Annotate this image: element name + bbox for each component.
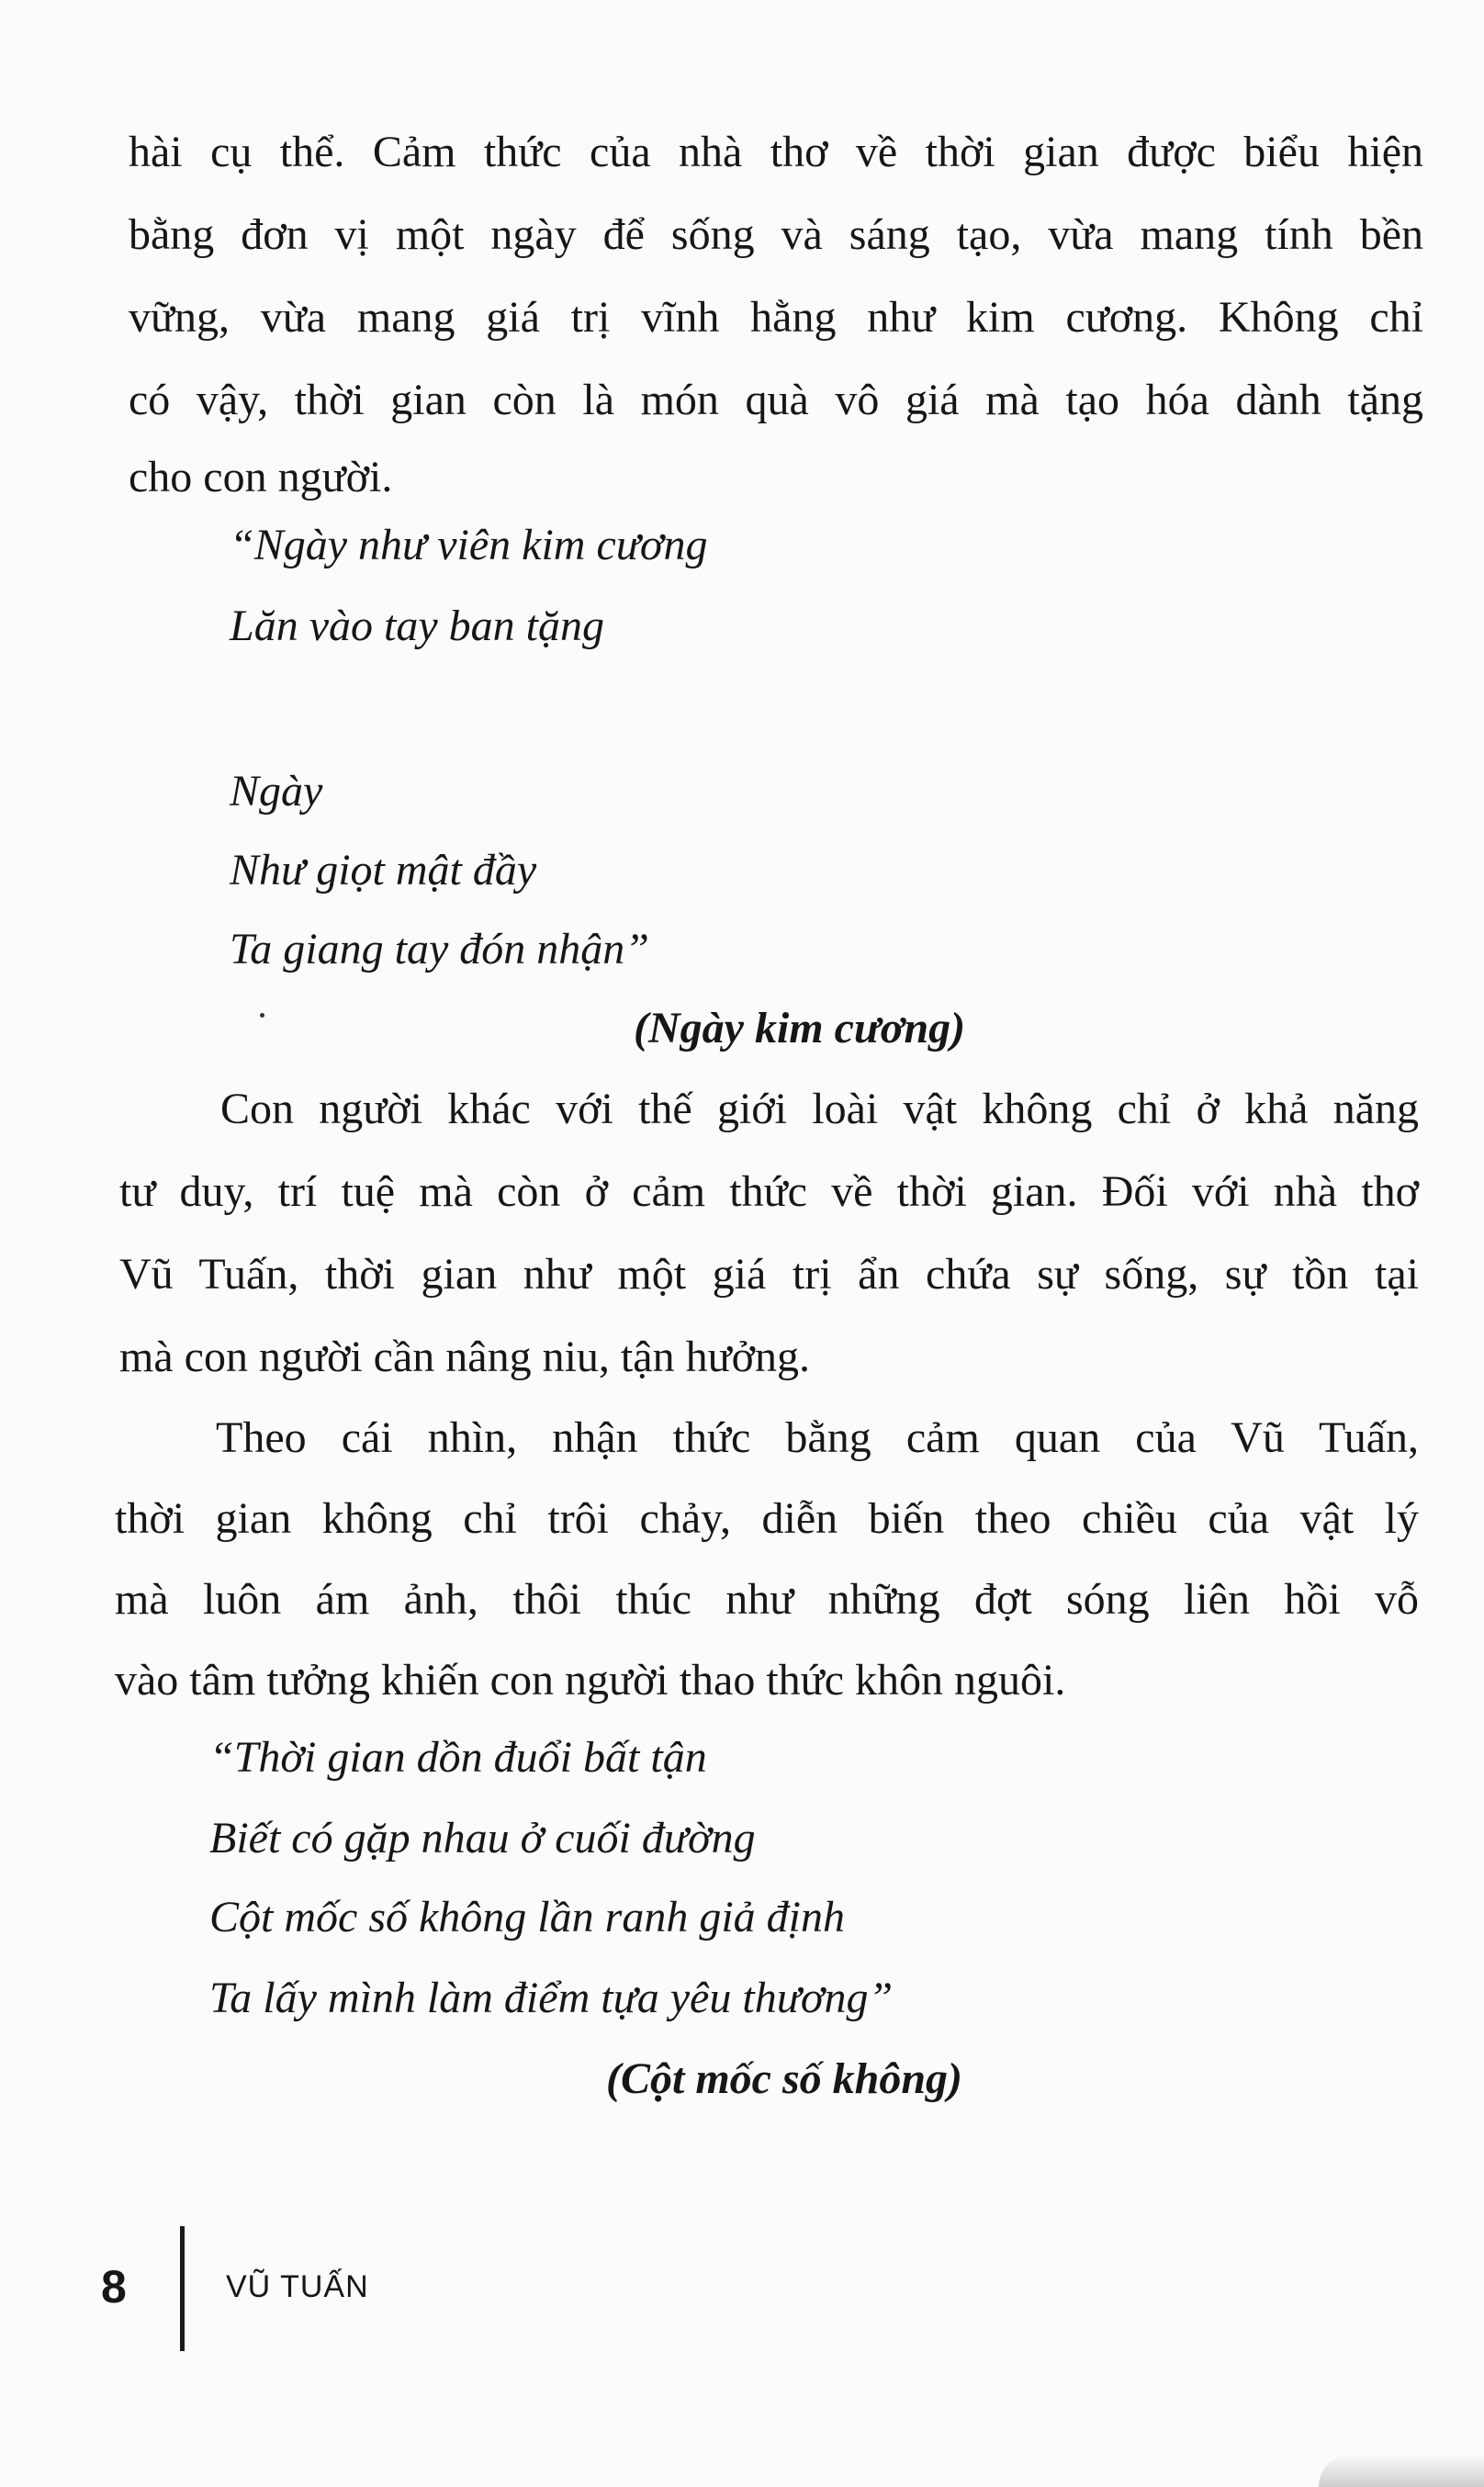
paragraph-1-line-2: bằng đơn vị một ngày để sống và sáng tạo, vừa mang tính bền [129, 210, 1423, 259]
poem-2-source: (Cột mốc số không) [606, 2054, 963, 2103]
paragraph-1-line-4: có vậy, thời gian còn là món quà vô giá mà tạo hóa dành tặng [129, 376, 1423, 424]
paragraph-3-line-2: thời gian không chỉ trôi chảy, diễn biến theo chiều của vật lý [115, 1494, 1419, 1543]
poem-1-source: (Ngày kim cương) [634, 1004, 966, 1052]
paragraph-1-line-5: cho con người. [129, 453, 393, 501]
poem-2-line-2: Biết có gặp nhau ở cuối đường [209, 1814, 756, 1862]
paragraph-2-line-3: Vũ Tuấn, thời gian như một giá trị ẩn chứa sự sống, sự tồn tại [119, 1250, 1419, 1299]
paragraph-3-line-1: Theo cái nhìn, nhận thức bằng cảm quan của Vũ Tuấn, [216, 1413, 1419, 1462]
page-number: 8 [101, 2261, 127, 2313]
poem-2-line-4: Ta lấy mình làm điểm tựa yêu thương” [209, 1974, 894, 2022]
running-footer-author: VŨ TUẤN [226, 2269, 369, 2304]
paragraph-2-line-2: tư duy, trí tuệ mà còn ở cảm thức về thời gian. Đối với nhà thơ [119, 1167, 1419, 1216]
poem-2-line-1: “Thời gian dồn đuổi bất tận [209, 1733, 707, 1782]
poem-2-line-3: Cột mốc số không lần ranh giả định [209, 1893, 845, 1941]
paragraph-3-line-4: vào tâm tưởng khiến con người thao thức khôn nguôi. [115, 1656, 1066, 1705]
poem-1-line-1: “Ngày như viên kim cương [230, 521, 708, 569]
paragraph-1-line-3: vững, vừa mang giá trị vĩnh hằng như kim cương. Không chỉ [129, 293, 1423, 342]
paragraph-2-line-4: mà con người cần nâng niu, tận hưởng. [119, 1333, 810, 1381]
paragraph-2-line-1: Con người khác với thế giới loài vật không chỉ ở khả năng [220, 1085, 1419, 1133]
footer-divider [180, 2226, 185, 2351]
poem-1-line-4: Như giọt mật đầy [230, 846, 537, 895]
poem-1-line-3: Ngày [230, 767, 323, 816]
paragraph-3-line-3: mà luôn ám ảnh, thôi thúc như những đợt sóng liên hồi vỗ [115, 1575, 1419, 1624]
paragraph-1-line-1: hài cụ thể. Cảm thức của nhà thơ về thời gian được biểu hiện [129, 128, 1423, 176]
page-curl-shadow [1319, 2454, 1484, 2487]
poem-1-line-2: Lăn vào tay ban tặng [230, 602, 604, 650]
poem-1-line-5: Ta giang tay đón nhận” [230, 925, 649, 973]
print-speck [260, 1013, 264, 1018]
